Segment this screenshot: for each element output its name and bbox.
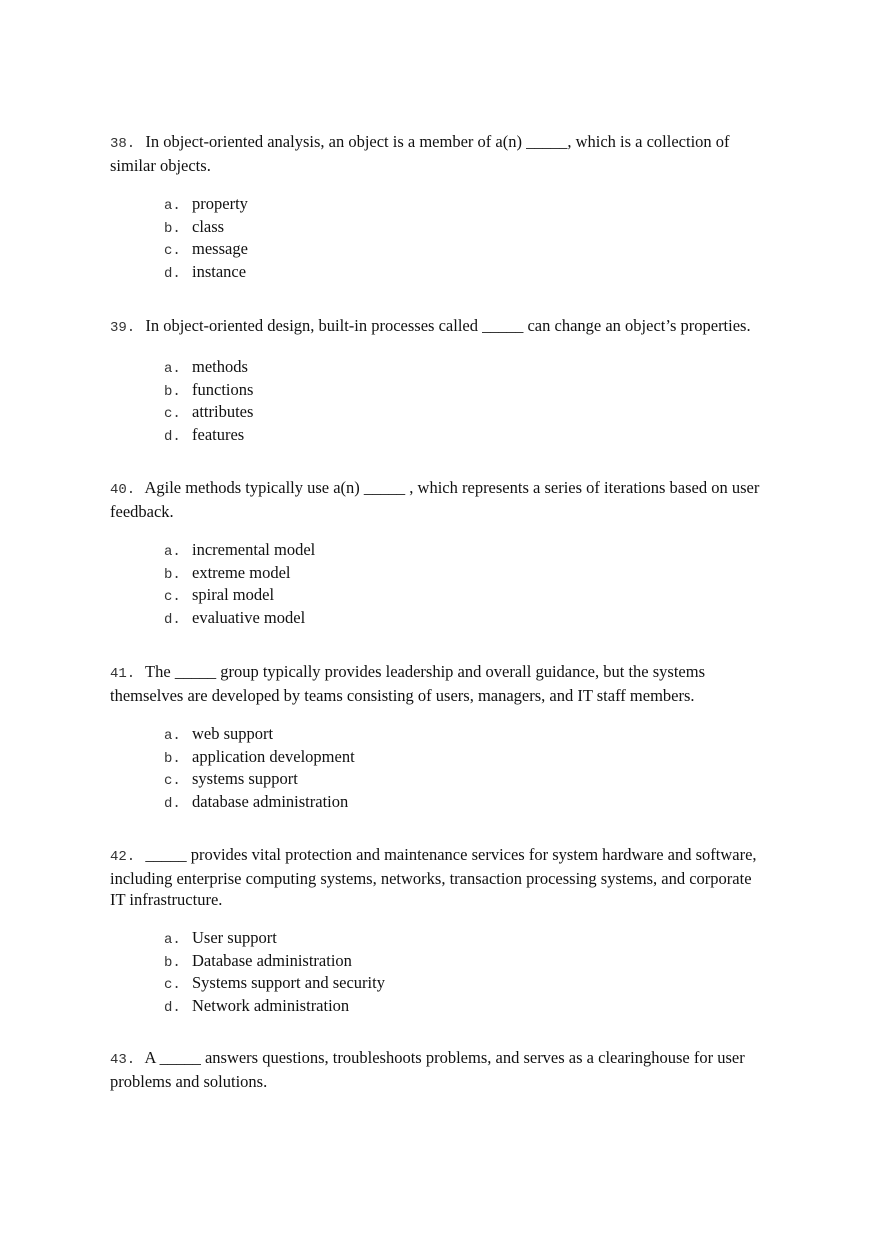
option-c (164, 769, 770, 792)
question-40 (110, 477, 770, 630)
option-letter: a. (164, 932, 181, 948)
option-letter: c. (164, 773, 181, 789)
option-d (164, 996, 770, 1019)
option-letter: c. (164, 977, 181, 993)
option-b (164, 217, 770, 240)
option-letter: b. (164, 954, 181, 971)
option-letter: d. (164, 795, 181, 812)
question-text (110, 844, 770, 910)
question-prompt: In object-oriented design, built-in processes called _____ can change an object’s properties. (145, 316, 751, 335)
option-list (164, 357, 770, 447)
question-number: 43. (110, 1052, 136, 1068)
question-42 (110, 844, 770, 1018)
option-text: instance (192, 261, 247, 281)
option-b (164, 951, 770, 974)
question-text (110, 1047, 770, 1092)
option-list (164, 724, 770, 814)
option-list (164, 194, 770, 284)
question-number: 41. (110, 666, 136, 682)
option-letter: a. (164, 361, 181, 377)
option-text: property (192, 194, 248, 213)
question-text (110, 131, 770, 176)
option-a (164, 928, 770, 951)
option-text: incremental model (192, 540, 316, 559)
option-c (164, 402, 770, 425)
option-text: Systems support and security (192, 973, 385, 992)
option-c (164, 239, 770, 262)
option-letter: d. (164, 428, 181, 445)
option-letter: d. (164, 999, 181, 1016)
option-letter: b. (164, 220, 181, 237)
question-prompt: _____ provides vital protection and maintenance services for system hardware and software, including enterprise computing systems, networks, transaction processing systems, and corporate IT infrastructure. (110, 845, 757, 909)
question-38 (110, 131, 770, 284)
option-text: message (192, 239, 248, 258)
option-text: Database administration (192, 950, 352, 970)
question-number: 39. (110, 320, 136, 336)
option-text: features (192, 424, 245, 444)
question-41 (110, 661, 770, 814)
option-b (164, 747, 770, 770)
option-letter: c. (164, 406, 181, 422)
option-text: web support (192, 724, 274, 743)
option-letter: c. (164, 243, 181, 259)
option-text: systems support (192, 769, 298, 788)
option-text: methods (192, 357, 248, 376)
option-text: functions (192, 379, 254, 399)
question-text (110, 477, 770, 522)
option-text: User support (192, 928, 277, 947)
option-c (164, 585, 770, 608)
question-text (110, 315, 770, 339)
question-prompt: Agile methods typically use a(n) _____ , which represents a series of iterations based on user feedback. (110, 478, 760, 521)
option-text: application development (192, 746, 355, 766)
option-text: spiral model (192, 585, 275, 604)
option-a (164, 724, 770, 747)
option-b (164, 563, 770, 586)
option-b (164, 380, 770, 403)
option-d (164, 792, 770, 815)
option-letter: b. (164, 383, 181, 400)
question-43 (110, 1047, 770, 1092)
question-number: 42. (110, 849, 136, 865)
question-prompt: In object-oriented analysis, an object is a member of a(n) _____, which is a collection of similar objects. (110, 132, 730, 175)
option-letter: b. (164, 566, 181, 583)
option-text: Network administration (192, 995, 350, 1015)
option-text: evaluative model (192, 607, 306, 627)
option-d (164, 262, 770, 285)
option-letter: a. (164, 544, 181, 560)
option-letter: b. (164, 750, 181, 767)
option-letter: a. (164, 198, 181, 214)
question-number: 40. (110, 482, 136, 498)
option-text: extreme model (192, 562, 291, 582)
option-c (164, 973, 770, 996)
option-d (164, 608, 770, 631)
option-text: database administration (192, 791, 349, 811)
question-prompt: The _____ group typically provides leadership and overall guidance, but the systems themselves are developed by teams consisting of users, managers, and IT staff members. (110, 662, 705, 705)
option-letter: c. (164, 589, 181, 605)
option-letter: a. (164, 728, 181, 744)
option-a (164, 540, 770, 563)
option-text: class (192, 216, 225, 236)
question-text (110, 661, 770, 706)
question-prompt: A _____ answers questions, troubleshoots problems, and serves as a clearinghouse for user problems and solutions. (110, 1048, 745, 1091)
option-list (164, 928, 770, 1018)
option-list (164, 540, 770, 630)
option-letter: d. (164, 265, 181, 282)
question-39 (110, 315, 770, 447)
option-a (164, 357, 770, 380)
option-letter: d. (164, 611, 181, 628)
option-text: attributes (192, 402, 254, 421)
option-a (164, 194, 770, 217)
question-number: 38. (110, 136, 136, 152)
option-d (164, 425, 770, 448)
